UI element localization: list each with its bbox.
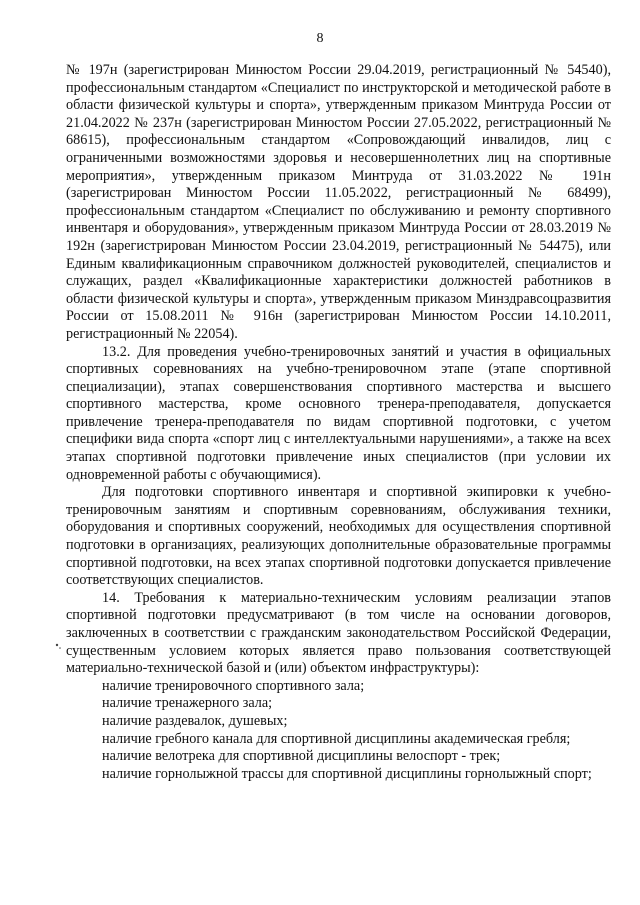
paragraph-14: 14. Требования к материально-техническим условиям реализации этапов спортивной подготовки предусматривают (в том числе на основании договоров, заключенных в соответствии с гражданским законодательством Российской Федерации, существенным условием которых является право пользования соответствующей материально-технической базой и (или) объектом инфраструктуры): <box>66 589 611 677</box>
scan-speck <box>59 647 61 649</box>
page-number: 8 <box>316 31 324 46</box>
list-item: наличие велотрека для спортивной дисциплины велоспорт - трек; <box>102 748 501 765</box>
list-item: наличие горнолыжной трассы для спортивной дисциплины горнолыжный спорт; <box>102 765 592 782</box>
scan-speck <box>56 644 58 646</box>
list-item: наличие тренажерного зала; <box>102 695 273 712</box>
list-item: наличие тренировочного спортивного зала; <box>102 677 365 694</box>
document-body <box>66 62 611 783</box>
list-item: наличие гребного канала для спортивной дисциплины академическая гребля; <box>102 730 571 747</box>
paragraph-equipment-specialists: Для подготовки спортивного инвентаря и спортивной экипировки к учебно-тренировочным занятиям и спортивным соревнованиям, обслуживания техники, оборудования и спортивных сооружений, необходимых для осуществления спортивной подготовки в организациях, реализующих дополнительные образовательные программы спортивной подготовки, на всех этапах спортивной подготовки допускается привлечение соответствующих специалистов. <box>66 484 611 589</box>
list-item: наличие раздевалок, душевых; <box>102 712 288 729</box>
paragraph-13-2: 13.2. Для проведения учебно-тренировочных занятий и участия в официальных спортивных соревнованиях на учебно-тренировочном этапе (этапе спортивной специализации), этапах совершенствования спортивного мастерства и высшего спортивного мастерства, кроме основного тренера-преподавателя, допускается привлечение тренера-преподавателя по видам спортивной подготовки, с учетом специфики вида спорта «спорт лиц с интеллектуальными нарушениями», а также на всех этапах спортивной подготовки привлечение иных специалистов (при условии их одновременной работы с обучающимися). <box>66 343 611 483</box>
paragraph-continuation: № 197н (зарегистрирован Минюстом России 29.04.2019, регистрационный № 54540), профессиональным стандартом «Специалист по инструкторской и методической работе в области физической культуры и спорта», утвержденным приказом Минтруда России от 21.04.2022 № 237н (зарегистрирован Минюстом России 27.05.2022, регистрационный № 68615), профессиональным стандартом «Сопровождающий инвалидов, лиц с ограниченными возможностями здоровья и несовершеннолетних лиц на спортивные мероприятия», утвержденным приказом Минтруда от 31.03.2022 № 191н (зарегистрирован Минюстом России 11.05.2022, регистрационный № 68499), профессиональным стандартом «Специалист по обслуживанию и ремонту спортивного инвентаря и оборудования», утвержденным приказом Минтруда России от 28.03.2019 № 192н (зарегистрирован Минюстом России 23.04.2019, регистрационный № 54475), или Единым квалификационным справочником должностей руководителей, специалистов и служащих, раздел «Квалификационные характеристики должностей работников в области физической культуры и спорта», утвержденным приказом Минздравсоцразвития России от 15.08.2011 № 916н (зарегистрирован Минюстом России 14.10.2011, регистрационный № 22054). <box>66 62 611 342</box>
